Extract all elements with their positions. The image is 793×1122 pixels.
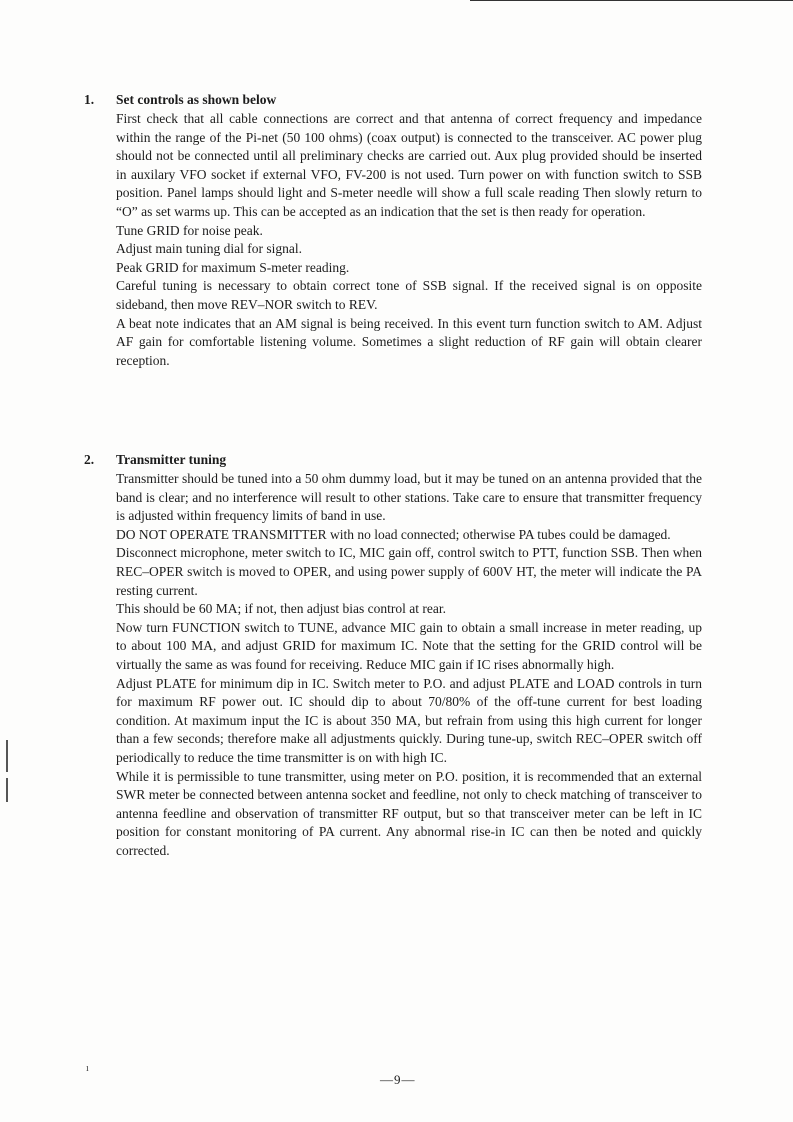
section-body [116, 110, 702, 370]
paragraph-function-tune: Now turn FUNCTION switch to TUNE, advance MIC gain to obtain a small increase in meter reading, up to about 100 MA, and adjust GRID for maximum IC. Note that the setting for the GRID control will be virtually the same as was found for receiving. Reduce MIC gain if IC rises abnormally high. [116, 619, 702, 672]
paragraph-dummy-load: Transmitter should be tuned into a 50 ohm dummy load, but it may be tuned on an antenna provided that the band is clear; and no interference will result to other stations. Take care to ensure that transmitter frequency is adjusted within frequency limits of band in use. [116, 471, 702, 524]
paragraph-tune-grid: Tune GRID for noise peak. [116, 222, 263, 238]
section-heading [84, 92, 704, 110]
section-number: 1. [84, 92, 95, 107]
section-heading [84, 452, 704, 470]
paragraph-disconnect-mic: Disconnect microphone, meter switch to IC, MIC gain off, control switch to PTT, function SSB. Then when REC–OPER switch is moved to OPER, and using power supply of 600V HT, the meter will indicate the PA resting current. [116, 545, 702, 598]
section-set-controls [84, 92, 704, 370]
paragraph-warning: DO NOT OPERATE TRANSMITTER with no load connected; otherwise PA tubes could be damaged. [116, 526, 671, 542]
section-transmitter-tuning [84, 452, 704, 860]
paragraph-plate-load: Adjust PLATE for minimum dip in IC. Switch meter to P.O. and adjust PLATE and LOAD controls in turn for maximum RF power out. IC should dip to about 70/80% of the off-tune current for best loading condition. At maximum input the IC is about 350 MA, but refrain from using this high current for longer than a few seconds; therefore make all adjustments quickly. During tune-up, switch REC–OPER switch off periodically to reduce the time transmitter is on with high IC. [116, 675, 702, 765]
paragraph-am-reception: A beat note indicates that an AM signal is being received. In this event turn function switch to AM. Adjust AF gain for comfortable listening volume. Sometimes a slight reduction of RF gain will obtain clearer reception. [116, 315, 702, 368]
section-title: Set controls as shown below [116, 92, 277, 107]
paragraph-bias: This should be 60 MA; if not, then adjust bias control at rear. [116, 601, 446, 617]
section-title: Transmitter tuning [116, 452, 227, 467]
paragraph-swr-meter: While it is permissible to tune transmitter, using meter on P.O. position, it is recommended that an external SWR meter be connected between antenna socket and feedline, not only to check matching of transceiver to antenna feedline and observation of transmitter RF output, but so that transceiver meter can be left in IC position for constant monitoring of PA current. Any abnormal rise-in IC can then be noted and quickly corrected. [116, 768, 702, 858]
scan-margin-mark [6, 778, 8, 802]
section-number: 2. [84, 452, 95, 467]
scan-speck: ı [86, 1063, 89, 1074]
page-number: —9— [380, 1072, 416, 1087]
section-body [116, 470, 702, 860]
paragraph-peak-grid: Peak GRID for maximum S-meter reading. [116, 259, 350, 275]
top-border-line [470, 0, 793, 1]
paragraph-tuning-dial: Adjust main tuning dial for signal. [116, 241, 302, 257]
paragraph-ssb-tone: Careful tuning is necessary to obtain correct tone of SSB signal. If the received signal is on opposite sideband, then move REV–NOR switch to REV. [116, 278, 702, 312]
scan-margin-mark [6, 740, 8, 772]
paragraph-cable-check: First check that all cable connections are correct and that antenna of correct frequency and impedance within the range of the Pi-net (50 100 ohms) (coax output) is connected to the transceiver. AC power plug should not be connected until all preliminary checks are carried out. Aux plug provided should be inserted in auxilary VFO socket if external VFO, FV-200 is not used. Turn power on with function switch to SSB position. Panel lamps should light and S-meter needle will show a full scale reading Then slowly return to “O” as set warms up. This can be accepted as an indication that the set is then ready for operation. [116, 111, 702, 219]
